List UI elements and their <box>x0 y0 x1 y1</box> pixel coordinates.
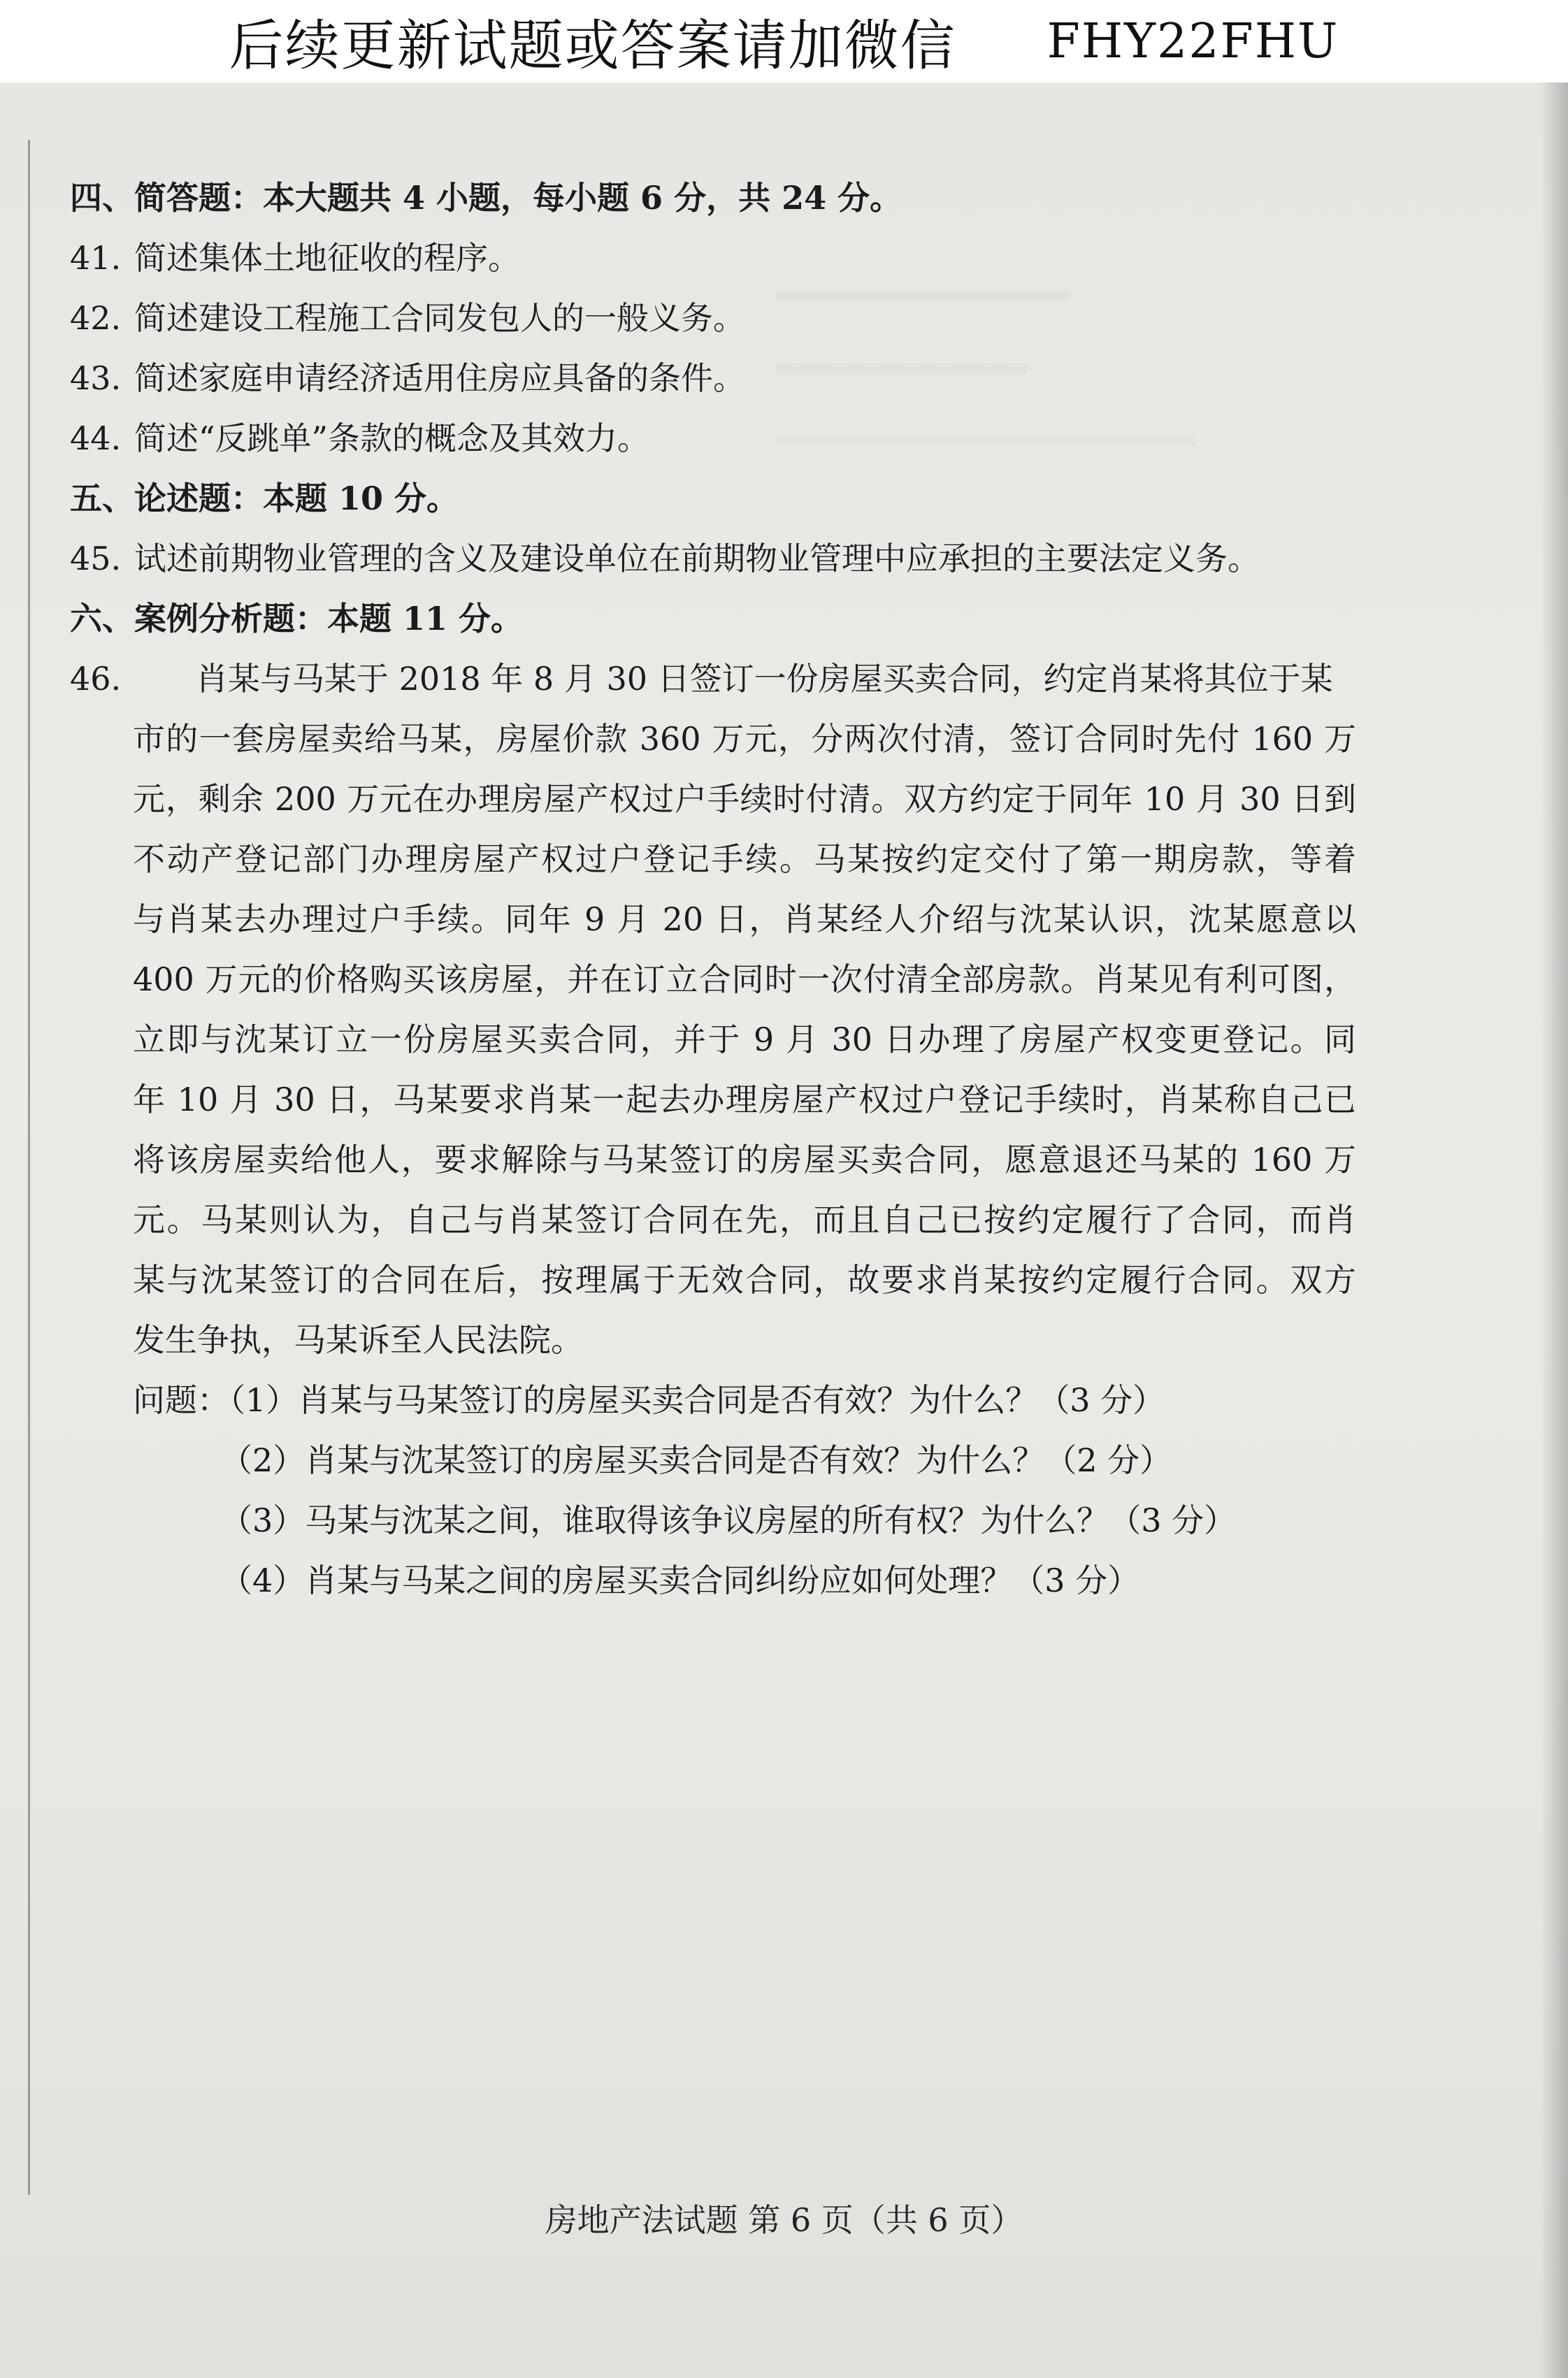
case-line: 某与沈某签订的合同在后，按理属于无效合同，故要求肖某按约定履行合同。双方 <box>133 1261 1356 1299</box>
case-line: 不动产登记部门办理房屋产权过户登记手续。马某按约定交付了第一期房款，等着 <box>133 840 1356 878</box>
question-number: 42. <box>70 299 122 337</box>
question-42 <box>70 288 1384 348</box>
section-heading-essay: 五、论述题：本题 10 分。 <box>70 480 459 517</box>
question-46 <box>70 649 1384 709</box>
top-banner <box>0 0 1568 82</box>
case-line: 年 10 月 30 日，马某要求肖某一起去办理房屋产权过户登记手续时，肖某称自己已 <box>133 1081 1356 1118</box>
case-line: 元，剩余 200 万元在办理房屋产权过户手续时付清。双方约定于同年 10 月 30 日到 <box>133 780 1356 818</box>
question-45 <box>70 528 1384 589</box>
case-question-2: （2）肖某与沈某签订的房屋买卖合同是否有效？为什么？（2 分） <box>220 1441 1172 1479</box>
banner-wechat-id: FHY22FHU <box>1046 13 1339 69</box>
question-number: 46. <box>70 660 122 698</box>
question-label: 问题： <box>133 1381 229 1419</box>
question-text: 简述集体土地征收的程序。 <box>134 239 520 277</box>
case-first-line: 肖某与马某于 2018 年 8 月 30 日签订一份房屋买卖合同，约定肖某将其位于某 <box>196 660 1333 698</box>
case-question-1 <box>70 1370 1384 1430</box>
question-44 <box>70 408 1384 468</box>
question-text: 简述建设工程施工合同发包人的一般义务。 <box>134 299 745 337</box>
case-line: 将该房屋卖给他人，要求解除与马某签订的房屋买卖合同，愿意退还马某的 160 万 <box>133 1141 1356 1179</box>
question-number: 41. <box>70 239 122 277</box>
section-heading-case-analysis: 六、案例分析题：本题 11 分。 <box>70 600 524 637</box>
section-heading-short-answer: 四、简答题：本大题共 4 小题，每小题 6 分，共 24 分。 <box>70 179 902 217</box>
case-line: 与肖某去办理过户手续。同年 9 月 20 日，肖某经人介绍与沈某认识，沈某愿意以 <box>133 900 1356 938</box>
question-41 <box>70 228 1384 288</box>
question-43 <box>70 348 1384 408</box>
question-number: 44. <box>70 419 122 457</box>
question-text: 简述家庭申请经济适用住房应具备的条件。 <box>134 359 745 397</box>
paper-fold-line <box>28 140 30 2195</box>
case-question-4: （4）肖某与马某之间的房屋买卖合同纠纷应如何处理？（3 分） <box>220 1562 1140 1599</box>
question-number: 45. <box>70 540 122 577</box>
paper-shadow-edge <box>1540 82 1568 2378</box>
banner-text: 后续更新试题或答案请加微信 <box>229 15 956 78</box>
page-footer: 房地产法试题 第 6 页（共 6 页） <box>545 2201 1023 2239</box>
sub-question-text: （1）肖某与马某签订的房屋买卖合同是否有效？为什么？（3 分） <box>229 1381 1165 1419</box>
question-number: 43. <box>70 359 122 397</box>
case-line: 立即与沈某订立一份房屋买卖合同，并于 9 月 30 日办理了房屋产权变更登记。同 <box>133 1021 1356 1058</box>
case-question-3: （3）马某与沈某之间，谁取得该争议房屋的所有权？为什么？（3 分） <box>220 1501 1237 1539</box>
question-text: 试述前期物业管理的含义及建设单位在前期物业管理中应承担的主要法定义务。 <box>134 540 1260 577</box>
question-text: 简述“反跳单”条款的概念及其效力。 <box>134 419 650 457</box>
case-line: 400 万元的价格购买该房屋，并在订立合同时一次付清全部房款。肖某见有利可图， <box>133 960 1356 998</box>
case-description <box>70 709 1384 1370</box>
case-line: 市的一套房屋卖给马某，房屋价款 360 万元，分两次付清，签订合同时先付 160 万 <box>133 720 1356 758</box>
exam-content <box>70 168 1384 1610</box>
case-line: 元。马某则认为，自己与肖某签订合同在先，而且自己已按约定履行了合同，而肖 <box>133 1201 1356 1239</box>
case-line: 发生争执，马某诉至人民法院。 <box>133 1321 583 1359</box>
